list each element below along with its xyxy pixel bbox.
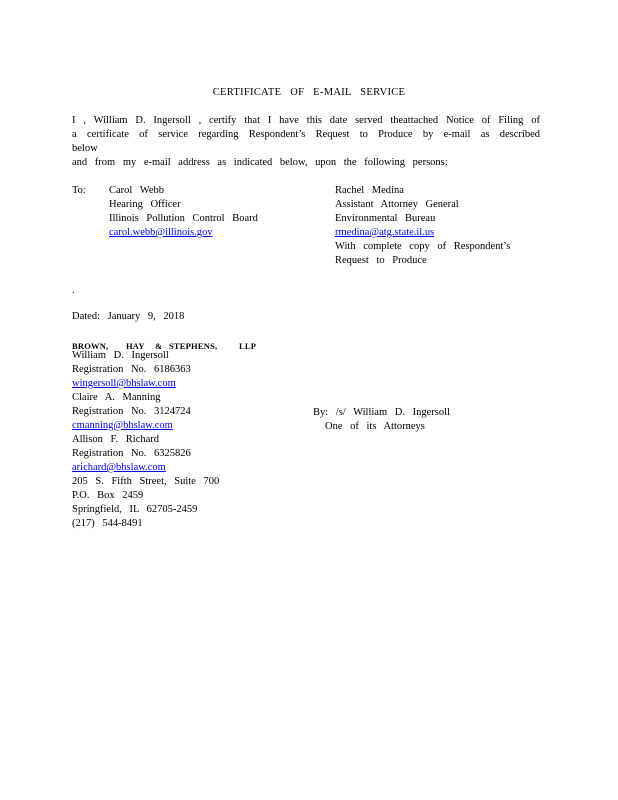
attorney-1-email-link[interactable]: wingersoll@bhslaw.com: [72, 378, 176, 389]
recipient-left-email-link[interactable]: carol.webb@illinois.gov: [109, 227, 213, 238]
paragraph-line-3: and from my e-mail address as indicated below, upon the following persons:: [72, 157, 448, 168]
recipient-left-name: Carol Webb: [109, 185, 164, 196]
attorney-1-registration: Registration No. 6186363: [72, 364, 191, 375]
recipient-right-email-link[interactable]: rmedina@atg.state.il.us: [335, 227, 435, 238]
signature-by: By: /s/ William D. Ingersoll: [313, 407, 450, 418]
firm-name-part-2: HAY: [126, 341, 145, 351]
recipient-right-note-2: Request to Produce: [335, 255, 427, 266]
attorney-2-name: Claire A. Manning: [72, 392, 161, 403]
firm-name-part-3: &: [155, 341, 163, 351]
recipient-right-note-1: With complete copy of Respondent’s: [335, 241, 511, 252]
recipient-right: [335, 184, 510, 268]
paragraph-line-1: I , William D. Ingersoll , certify that I have this date served theattached Notice of Filing of: [72, 115, 540, 126]
stray-dot: .: [72, 285, 75, 296]
address-city: Springfield, IL 62705-2459: [72, 504, 198, 515]
address-phone: (217) 544-8491: [72, 518, 143, 529]
recipient-left-org: Illinois Pollution Control Board: [109, 213, 258, 224]
attorney-3-registration: Registration No. 6325826: [72, 448, 191, 459]
attorney-1-name: William D. Ingersoll: [72, 350, 169, 361]
dated-line: Dated: January 9, 2018: [72, 311, 185, 322]
to-label: To:: [72, 185, 86, 196]
document-title: CERTIFICATE OF E-MAIL SERVICE: [212, 87, 406, 98]
recipient-right-name: Rachel Medina: [335, 185, 404, 196]
firm-name-part-5: LLP: [239, 341, 257, 351]
attorney-2-registration: Registration No. 3124724: [72, 406, 191, 417]
firm-name-part-1: BROWN,: [72, 341, 109, 351]
address-street: 205 S. Fifth Street, Suite 700: [72, 476, 220, 487]
recipient-right-title: Assistant Attorney General: [335, 199, 459, 210]
attorney-block: [72, 349, 219, 531]
paragraph-line-2: a certificate of service regarding Respondent’s Request to Produce by e-mail as described below: [72, 129, 540, 154]
recipient-right-org: Environmental Bureau: [335, 213, 436, 224]
firm-name-part-4: STEPHENS,: [169, 341, 218, 351]
address-po-box: P.O. Box 2459: [72, 490, 144, 501]
attorney-3-name: Allison F. Richard: [72, 434, 160, 445]
recipient-left-title: Hearing Officer: [109, 199, 181, 210]
signature-block: [313, 406, 450, 434]
attorney-3-email-link[interactable]: arichard@bhslaw.com: [72, 462, 166, 473]
signature-role: One of its Attorneys: [325, 421, 425, 432]
recipient-left: [109, 184, 258, 240]
attorney-2-email-link[interactable]: cmanning@bhslaw.com: [72, 420, 173, 431]
certificate-paragraph: [72, 114, 540, 170]
